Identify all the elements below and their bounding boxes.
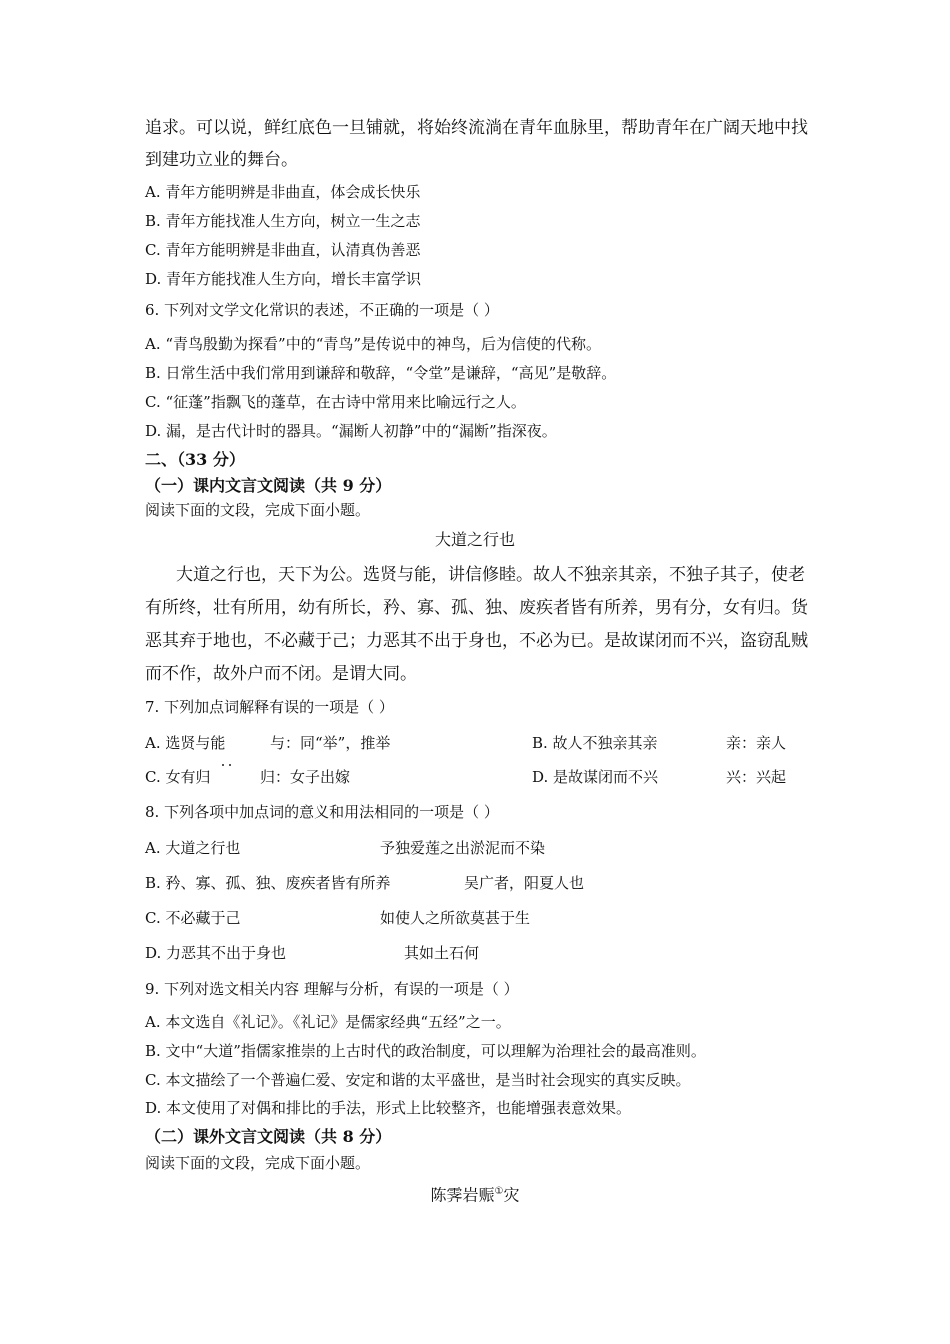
subsection-1-instruction: 阅读下面的文段，完成下面小题。 (145, 501, 371, 519)
q8-option-c-compare: 如使人之所欲莫甚于生 (380, 909, 531, 927)
q9-stem: 9. 下列对选文相关内容 理解与分析，有误的一项是（ ） (145, 980, 519, 998)
q5-option-d: D. 青年方能找准人生方向，增长丰富学识 (145, 270, 422, 288)
passage-1-title: 大道之行也 (434, 530, 515, 549)
q6-option-d: D. 漏，是古代计时的器具。“漏断人初静”中的“漏断”指深夜。 (145, 422, 557, 440)
q8-option-b: B. 矜、寡、孤、独、废疾者皆有所养 (145, 874, 391, 892)
q5-option-c: C. 青年方能明辨是非曲直，认清真伪善恶 (145, 241, 421, 259)
q7-option-c-gloss: 归：女子出嫁 (260, 768, 351, 786)
q9-option-b: B. 文中“大道”指儒家推崇的上古时代的政治制度，可以理解为治理社会的最高准则。 (145, 1042, 706, 1060)
q9-option-c: C. 本文描绘了一个普遍仁爱、安定和谐的太平盛世，是当时社会现实的真实反映。 (145, 1071, 691, 1089)
q8-option-d: D. 力恶其不出于身也 (145, 944, 287, 962)
q7-option-b-gloss: 亲：亲人 (726, 734, 787, 752)
passage-1-line-3: 恶其弃于地也，不必藏于己；力恶其不出于身也，不必为已。是故谋闭而不兴，盗窃乱贼 (145, 631, 808, 651)
emphasis-dot (222, 764, 224, 766)
q7-option-b: B. 故人不独亲其亲 (532, 734, 658, 752)
passage-tail-line-2: 到建功立业的舞台。 (145, 150, 298, 170)
emphasis-dot (229, 764, 231, 766)
passage-tail-line-1: 追求。可以说，鲜红底色一旦铺就，将始终流淌在青年血脉里，帮助青年在广阔天地中找 (145, 118, 808, 138)
q7-option-c: C. 女有归 (145, 768, 211, 786)
q9-option-d: D. 本文使用了对偶和排比的手法，形式上比较整齐，也能增强表意效果。 (145, 1099, 632, 1117)
section-2-heading: 二、（33 分） (145, 450, 245, 469)
q6-option-c: C. “征蓬”指飘飞的蓬草，在古诗中常用来比喻远行之人。 (145, 393, 526, 411)
q8-option-c: C. 不必藏于己 (145, 909, 241, 927)
footnote-marker: ① (494, 1186, 504, 1197)
q8-stem: 8. 下列各项中加点词的意义和用法相同的一项是（ ） (145, 803, 499, 821)
passage-1-line-4: 而不作，故外户而不闭。是谓大同。 (145, 664, 417, 684)
q8-option-a-compare: 予独爱莲之出淤泥而不染 (380, 839, 546, 857)
q7-stem: 7. 下列加点词解释有误的一项是（ ） (145, 698, 394, 716)
q5-option-a: A. 青年方能明辨是非曲直，体会成长快乐 (145, 183, 421, 201)
q7-option-a: A. 选贤与能 (145, 734, 226, 752)
q8-option-a: A. 大道之行也 (145, 839, 241, 857)
q7-option-d: D. 是故谋闭而不兴 (532, 768, 659, 786)
passage-1-line-1: 大道之行也，天下为公。选贤与能，讲信修睦。故人不独亲其亲，不独子其子，使老 (176, 565, 805, 585)
q8-option-d-compare: 其如土石何 (404, 944, 480, 962)
q7-option-a-gloss: 与：同“举”，推举 (270, 734, 391, 752)
q6-option-a: A. “青鸟殷勤为探看”中的“青鸟”是传说中的神鸟，后为信使的代称。 (145, 335, 602, 353)
q5-option-b: B. 青年方能找准人生方向，树立一生之志 (145, 212, 421, 230)
subsection-2-heading: （二）课外文言文阅读（共 8 分） (145, 1127, 392, 1146)
passage-2-title: 陈霁岩赈①灾 (430, 1185, 520, 1205)
q9-option-a: A. 本文选自《礼记》。《礼记》是儒家经典“五经”之一。 (145, 1013, 511, 1031)
subsection-2-instruction: 阅读下面的文段，完成下面小题。 (145, 1154, 371, 1172)
q6-option-b: B. 日常生活中我们常用到谦辞和敬辞，“令堂”是谦辞，“高见”是敬辞。 (145, 364, 617, 382)
q8-option-b-compare: 吴广者，阳夏人也 (464, 874, 585, 892)
subsection-1-heading: （一）课内文言文阅读（共 9 分） (145, 476, 392, 495)
passage-1-line-2: 有所终，壮有所用，幼有所长，矜、寡、孤、独、废疾者皆有所养，男有分，女有归。货 (145, 598, 808, 618)
q6-stem: 6. 下列对文学文化常识的表述，不正确的一项是（ ） (145, 301, 499, 319)
q7-option-d-gloss: 兴：兴起 (726, 768, 787, 786)
